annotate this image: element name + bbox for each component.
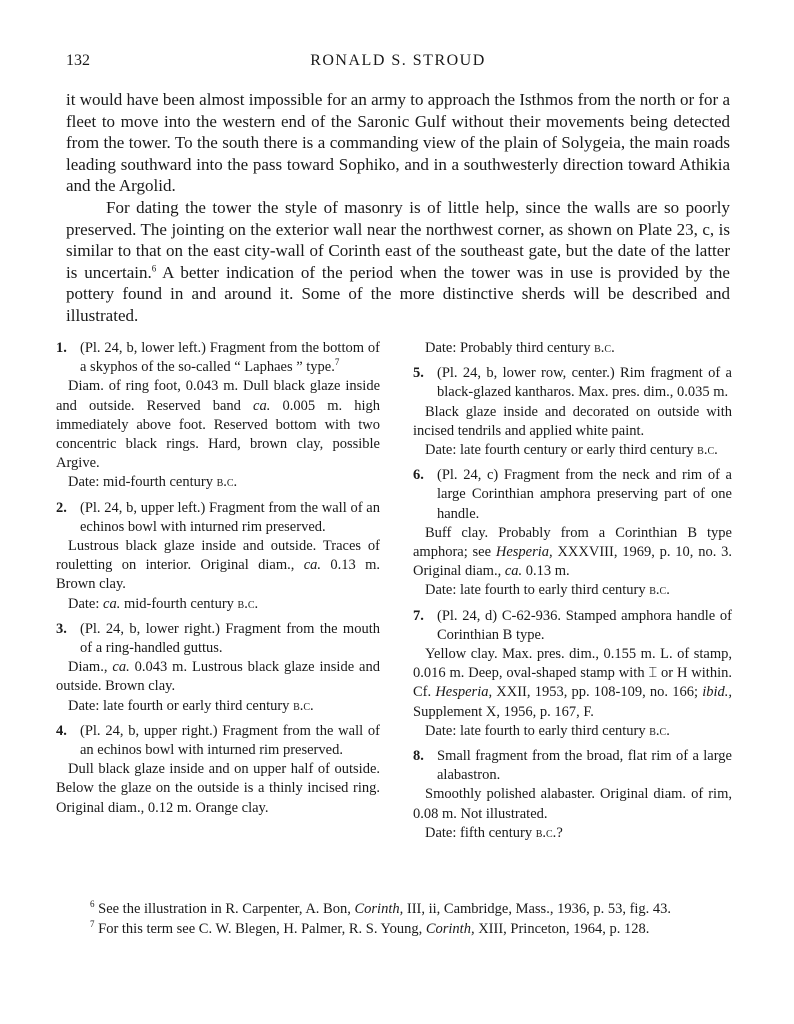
entry-description: Yellow clay. Max. pres. dim., 0.155 m. L. of stamp, 0.016 m. Deep, oval-shaped stamp with ⌶ or H within. Cf. Hesperia, XXII, 1953, pp. 108-109, no. 166; ibid., Supplement X, 1956, p. 167, F. bbox=[413, 646, 732, 720]
entry-number: 7. bbox=[413, 607, 424, 624]
entry-heading: (Pl. 24, b, upper left.) Fragment from the wall of an echinos bowl with inturned rim preserved. bbox=[80, 499, 380, 535]
catalogue-entry-7 bbox=[413, 607, 732, 741]
catalogue-entry-1 bbox=[56, 339, 380, 493]
entry-date: Date: mid-fourth century b.c. bbox=[68, 474, 238, 491]
footnotes bbox=[66, 900, 730, 939]
page-number: 132 bbox=[66, 52, 90, 69]
catalogue-entry-8 bbox=[413, 747, 732, 843]
entry-number: 2. bbox=[56, 499, 67, 516]
entry-number: 1. bbox=[56, 340, 67, 356]
running-head: RONALD S. STROUD bbox=[310, 52, 486, 69]
entry-date: Date: ca. mid-fourth century b.c. bbox=[68, 595, 259, 612]
entry-number: 6. bbox=[413, 467, 424, 484]
entry-date: Date: Probably third century b.c. bbox=[425, 340, 615, 356]
entry-heading: (Pl. 24, b, upper right.) Fragment from the wall of an echinos bowl with inturned rim preserved. bbox=[80, 722, 380, 759]
page-header bbox=[66, 52, 730, 74]
catalogue-entry-6 bbox=[413, 466, 732, 600]
footnote-number: 7 bbox=[90, 918, 95, 929]
entry-description: Smoothly polished alabaster. Original diam. of rim, 0.08 m. Not illustrated. bbox=[413, 786, 732, 822]
entry-date: Date: late fourth century or early third century b.c. bbox=[425, 442, 718, 459]
catalogue-entry-3 bbox=[56, 620, 380, 716]
entry-date: Date: late fourth or early third century b.c. bbox=[68, 697, 314, 714]
footnote-6: $^6$ See the illustration in R. Carpenter, A. Bon, Corinth, III, ii, Cambridge, Mass., 1936, p. 53, fig. 43. bbox=[90, 899, 672, 917]
entry-heading: (Pl. 24, d) C-62-936. Stamped amphora handle of Corinthian B type. bbox=[437, 607, 732, 643]
entry-description: Diam., ca. 0.043 m. Lustrous black glaze inside and outside. Brown clay. bbox=[56, 659, 380, 695]
entry-number: 8. bbox=[413, 748, 424, 765]
entry-description: Buff clay. Probably from a Corinthian B type amphora; see Hesperia, XXXVIII, 1969, p. 10, no. 3. Original diam., ca. 0.13 m. bbox=[413, 524, 733, 580]
entry-date: Date: late fourth to early third century b.c. bbox=[425, 722, 670, 739]
entry-heading: (Pl. 24, b, lower left.) Fragment from the bottom of a skyphos of the so-called “ Laphaes ” type. bbox=[80, 340, 380, 376]
catalogue-entry-2 bbox=[56, 499, 380, 614]
entry-description: Black glaze inside and decorated on outside with incised tendrils and applied white paint. bbox=[413, 403, 732, 439]
entry-heading: (Pl. 24, c) Fragment from the neck and rim of a large Corinthian amphora preserving part of one handle. bbox=[437, 467, 732, 522]
catalogue-entry-4-continued bbox=[413, 339, 732, 358]
entry-number: 5. bbox=[413, 365, 424, 382]
catalogue-column-left bbox=[56, 339, 380, 824]
footnote-ref-7[interactable]: 7 bbox=[334, 357, 340, 368]
catalogue-entry-5 bbox=[413, 364, 732, 460]
paragraph-2: For dating the tower the style of masonry is of little help, since the walls are so poorly preserved. The jointing on the exterior wall near the northwest corner, as shown on Plate 23, c, is similar to that on the east city-wall of Corinth east of the southeast gate, but the date of the latter is uncertain.$^6$ A better indication of the period when the tower was in use is provided by the pottery found in and around it. Some of the more distinctive sherds will be described and illustrated. bbox=[66, 197, 730, 325]
catalogue-column-right bbox=[413, 339, 732, 849]
paragraph-1: it would have been almost impossible for an army to approach the Isthmos from the north or for a fleet to move into the western end of the Saronic Gulf without their movements being detected from the tower. To the south there is a commanding view of the plain of Solygeia, the main roads leading southward into the pass toward Sophiko, and in a southwesterly direction toward Athikia and the Argolid. bbox=[66, 90, 730, 196]
entry-description: Dull black glaze inside and on upper half of outside. Below the glaze on the outside is a thinly incised ring. Original diam., 0.12 m. Orange clay. bbox=[56, 761, 380, 816]
entry-number: 4. bbox=[56, 722, 67, 739]
entry-heading: Small fragment from the broad, flat rim of a large alabastron. bbox=[437, 748, 732, 784]
entry-number: 3. bbox=[56, 620, 67, 637]
entry-description: Lustrous black glaze inside and outside. Traces of rouletting on interior. Original diam., ca. 0.13 m. Brown clay. bbox=[56, 538, 380, 593]
catalogue-entry-4 bbox=[56, 722, 380, 818]
footnote-ref-6[interactable]: 6 bbox=[151, 263, 157, 274]
entry-description: Diam. of ring foot, 0.043 m. Dull black glaze inside and outside. Reserved band ca. 0.005 m. high immediately above foot. Reserved bottom with two concentric black rings. Hard, brown clay, possible Argive. bbox=[56, 378, 380, 472]
body-text bbox=[66, 89, 730, 327]
entry-heading: (Pl. 24, b, lower right.) Fragment from the mouth of a ring-handled guttus. bbox=[80, 620, 380, 657]
entry-date: Date: fifth century b.c.? bbox=[425, 824, 563, 841]
catalogue bbox=[56, 339, 732, 895]
footnote-7: $^7$ For this term see C. W. Blegen, H. Palmer, R. S. Young, Corinth, XIII, Princeton, 1964, p. 128. bbox=[90, 918, 650, 937]
entry-date: Date: late fourth to early third century b.c. bbox=[425, 582, 670, 599]
footnote-number: 6 bbox=[90, 899, 95, 910]
entry-heading: (Pl. 24, b, lower row, center.) Rim fragment of a black-glazed kantharos. Max. pres. dim., 0.035 m. bbox=[437, 365, 732, 401]
